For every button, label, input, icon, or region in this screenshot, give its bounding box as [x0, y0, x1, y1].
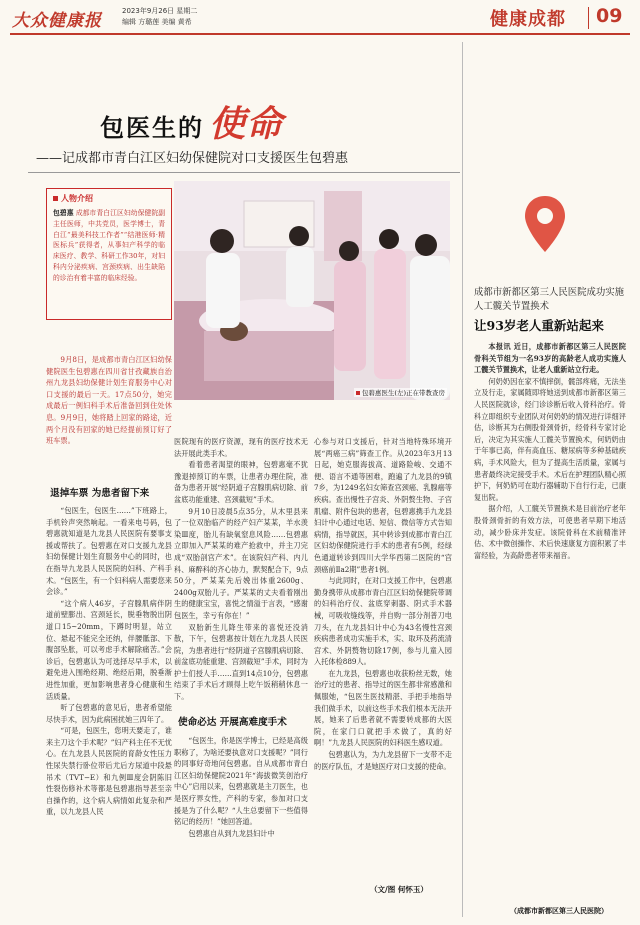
section2-heading: 使命必达 开展高难度手术 — [178, 717, 287, 728]
news2-byline: （成都市新都区第三人民医院） — [510, 907, 608, 915]
s2-para: “包医生，你是医学博士，已经是高级职称了，为啥还要执意对口支援呢？”同行的同事好奇地问包碧惠。自从成都市青白江区妇幼保健院2021年“海拔微笑创治疗中心”启用以来，包碧惠就是主刀医生，也是医疗界女性，产科的专家，参加对口支援是为了什么呢？“人生总要留下一些值得铭记的经历！”她回答道。 — [174, 736, 308, 827]
s1b-para: 看着患者渴望的眼神，包碧惠毫不犹豫退掉预订的车票，让患者办理住院，准备为患者开展“经阴道子宫腺肌病切除、前盆底功能重建、宫颈截短”手术。 — [174, 460, 308, 504]
newspaper-logo: 大众健康报 — [12, 11, 102, 31]
page-number: 09 — [596, 5, 623, 27]
news2-para: 何奶奶因在家不慎摔倒，髋部疼痛，无法坐立及行走，家属随即将她送到成都市新都区第三人民医院就诊，经门诊诊断后收入骨科治疗。骨科立即组织专业团队对何奶奶的情况进行详细评估，诊断其为右侧股骨颈骨折，经骨科专家讨论后，决定为其实施人工髋关节置换术，何奶奶由于年事已高，伴有高血压、糖尿病等多种基础疾病，手术风险大，但为了提高生活质量，家属与患者最终决定接受手术。术后在护理团队精心照护下，何奶奶可在助行器辅助下自行行走，已康复出院。 — [474, 376, 626, 502]
s1-para: 听了包碧惠的意见后，患者希望能尽快手术，因为此病困扰她三四年了。 — [46, 703, 172, 724]
section1-heading: 退掉车票 为患者留下来 — [50, 488, 150, 499]
article-column-c — [314, 436, 452, 884]
headline-main: 包医生的 — [100, 113, 204, 142]
section2-column — [174, 735, 308, 895]
caption-marker-icon — [356, 391, 360, 395]
article-byline: （文/图 何怀玉） — [370, 885, 428, 894]
section1-column-b — [174, 436, 308, 706]
news2-headline: 让93岁老人重新站起来 — [474, 318, 604, 333]
photo-caption: 包碧惠医生(左)正在带教查房 — [354, 388, 447, 397]
issue-date: 2023年9月26日 星期二 — [122, 7, 198, 15]
article-photo — [174, 181, 450, 400]
s1b-para: 医院现有的医疗资源，现有的医疗技术无法开展此类手术。 — [174, 437, 308, 458]
s1-para: “这个病人46岁，子宫腺肌病伴阴道前壁膨出、宫颈延长，脱垂物脱出阴道口15~20mm，下蹲时明显，站立位、悬起不能完全还纳，伴腰骶部、下腹部坠胀，可以考虑手术解除痛苦。”会诊后，包碧惠认为可选择尽早手术，以避免进入围绝经期、绝经后期，脱垂渐进性加重，更加影响患者身心健康和生活质量。 — [46, 598, 172, 701]
news2-body — [474, 341, 626, 901]
s1-para: “可是，包医生，您明天要走了，谁来主刀这个手术呢？”妇产科主任不无忧心。在九龙县人民医院的育龄女性压力性尿失禁行卧位带后尤后方尿道中段悬吊术（TVT−E）和九例Ⅲ度会阴陈旧性裂伤修补术等都是包碧惠指导甚至亲自操作的，这个病人病情如此复杂和严重，以九龙县人民 — [46, 726, 172, 817]
section-divider — [588, 7, 589, 29]
c4-para: 心参与对口支援后，针对当地特殊环境开展“两癌三病”筛查工作。从2023年3月13日起，她克服海拔高、道路险峻、交通不便、语言不通等困难，跑遍了九龙县的9镇7乡，为1249名妇女筛查宫颈癌、乳腺癌等疾病。查出慢性子宫炎、外阴赘生物、子宫肌瘤、附件包块的患者，包碧惠携手九龙县妇计中心通过电话、短信、微信等方式告知病情，指导就医，其中转诊到成都市青白江区妇幼保健院进行手术的患者有5例，经绿色通道转诊到四川大学华西第二医院的“宫颈癌前Ⅱa2期”患者1例。 — [314, 437, 452, 574]
headline-subtitle: ——记成都市青白江区妇幼保健院对口支援医生包碧惠 — [36, 151, 349, 166]
c4-para: 包碧惠认为，为九龙县留下一支带不走的医疗队伍，才是她医疗对口支援的使命。 — [314, 750, 452, 771]
news2-kicker: 成都市新都区第三人民医院成功实施人工髋关节置换术 — [474, 287, 625, 312]
s1-para: “包医生，包医生……”下班路上，手机铃声突然响起。一看来电号码，包碧惠就知道是九龙县人民医院有要事支援或帮扶了。包碧惠在对口支援九龙县妇幼保健计划生育服务中心的同时，也在指导九龙县人民医院的妇科、产科手术。“包医生，有一个妇科病人需要您来会诊。” — [46, 506, 172, 597]
ward-rounds-illustration — [174, 181, 450, 400]
headline-rule — [28, 172, 460, 173]
profile-name: 包碧惠 — [53, 209, 74, 217]
section-name: 健康成都 — [490, 9, 566, 30]
masthead-rule — [10, 33, 630, 35]
s2-para: 包碧惠自从到九龙县妇计中 — [188, 828, 275, 838]
headline-emphasis: 使命 — [209, 103, 284, 145]
c4-para: 与此同时，在对口支援工作中，包碧惠勤身携带从成都市青白江区妇幼保健院带调的妇科治疗仪、盆底穿刺器、阴式手术器械，可吸收缝线等，并自购一部分剂普刀电刀头，在九龙县妇计中心为43名慢性宫颈疾病患者成功实施手术，实、取环及药流清宫术、外阴赘物切除17例，参与儿童入园入托体检889人。 — [314, 576, 452, 667]
news2-para: 本报讯 近日，成都市新都区第三人民医院骨科关节组为一名93岁的高龄老人成功实施人工髋关节置换术，让老人重新站立行走。 — [474, 342, 626, 375]
column-divider — [462, 42, 463, 917]
profile-heading: 人物介绍 — [53, 193, 165, 204]
c4-para: 在九龙县，包碧惠也收获粉丝无数，她治疗过的患者、指导过的医生都非常感激和佩服她，“包医生医技精湛、手把手地指导我们做手术，以前这些手术我们根本无法开展，她来了后患者就不需要转成都的大医院，在家门口就把手术做了，真的好啊！”九龙县人民医院的妇科医生感叹道。 — [314, 668, 452, 748]
profile-marker-icon — [53, 196, 58, 201]
intro-paragraph: 9月8日，是成都市青白江区妇幼保健院医生包碧惠在四川省甘孜藏族自治州九龙县妇幼保健计划生育服务中心对口支援的最后一天。17点50分，她完成最后一例妇科手术后准备回到住处休息。9月9日，她将踏上回家的路途，近两个月没有回家的她已经提前预订好了班车票。 — [46, 355, 172, 446]
editors-line: 编辑 方璐莲 美编 黄希 — [122, 18, 192, 26]
headline — [100, 96, 460, 146]
news2-para: 据介绍，人工髋关节置换术是目前治疗老年股骨颈骨折的有效方法，可使患者早期下地活动，减少卧床并发症。该院骨科在术前精准评估、术中微创操作、术后快速康复方面积累了丰富经验，为高龄患者带来福音。 — [474, 504, 626, 560]
profile-text: 包碧惠 成都市青白江区妇幼保健院副主任医师，中共党员，医学博士，青白江“最美科技工作者”“结港医师·精医标兵”获得者，从事妇产科学的临床医疗、教学、科研工作30年，对妇科内分泌疾病、宫颈疾病、出生缺陷的诊治有着丰富的临床经验。 — [53, 209, 165, 282]
location-pin-icon — [522, 194, 568, 254]
s1b-para: 双胎新生儿降生带来的喜悦还没消散，下午，包碧惠按计划在九龙县人民医院，为患者进行“经阴道子宫腺肌病切除、前盆底功能重建、宫颈截短”手术，同时为护士们授人手……直到14点10分，包碧惠结束了手术后才顾得上吃午饭稍稍休息一下。 — [174, 622, 308, 702]
masthead — [0, 0, 640, 40]
profile-box — [46, 188, 172, 320]
section1-column-a — [46, 505, 172, 890]
s1b-para: 9月10日凌晨5点35分，从木里县来了一位双胎临产的经产妇产某某，羊水羡染Ⅲ度，胎儿有缺氧窒息风险……包碧惠立即加入严某某的难产抢救中，并主刀完成“双胎剖宫产术”。在该院妇产科、内儿科、麻醉科的齐心协力，默契配合下，9点50分，严某某先后娩出体重2600g、2400g双胎儿子。严某某的丈夫看着刚出生的健康宝宝，喜悦之情溢于言表，“感谢包医生，幸亏有你在！” — [174, 506, 308, 620]
